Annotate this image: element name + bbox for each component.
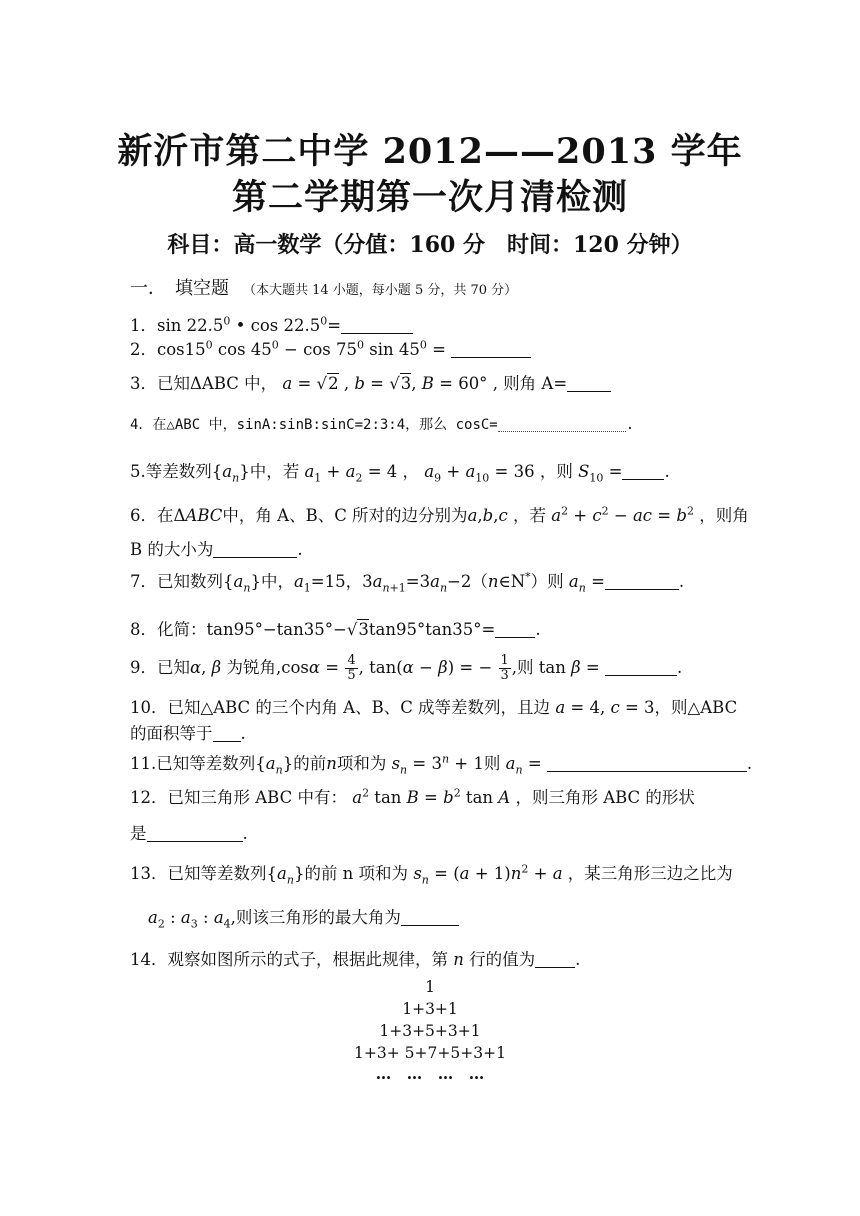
question-11: 11.已知等差数列$\{a_n\}$的前n项和为 $s_n = 3^n + 1$则 $a_n$ = . xyxy=(130,752,753,777)
title-line-1: 新沂市第二中学 2012——2013 学年 xyxy=(117,131,743,172)
question-12: 12．已知三角形 ABC 中有： $a^2$ $\tan B = b^2$ tan A ，则三角形 ABC 的形状 xyxy=(130,786,695,807)
question-10: 10．已知△ABC 的三个内角 A、B、C 成等差数列，且边 a = 4, c = 3，则△ABC xyxy=(130,698,738,717)
triangle-row-3: 1+3+5+3+1 xyxy=(379,1022,481,1040)
question-6: 6．在ΔABC中，角 A、B、C 所对的边分别为a,b,c ，若 $a^2 + c^2$ − ac = $b^2$ ，则角 xyxy=(130,504,749,525)
question-8: 8．化简：tan95°−tan35°−√3tan95°tan35°= . xyxy=(130,620,541,639)
answer-blank[interactable] xyxy=(401,909,459,926)
answer-blank[interactable] xyxy=(622,463,664,480)
answer-blank[interactable] xyxy=(567,375,611,392)
question-4: 4．在△ABC 中，sinA:sinB:sinC=2:3:4，那么 cosC= . xyxy=(130,417,635,433)
question-3: 3．已知ΔABC 中， a = √2 , b = √3, B = 60° , 则角 A= xyxy=(130,370,611,394)
answer-blank[interactable] xyxy=(341,317,413,334)
section-label: 一． 填空题 xyxy=(130,278,229,299)
answer-blank[interactable] xyxy=(605,573,679,590)
question-13-line-2: $a_2$ : $a_3$ : $a_4$,则该三角形的最大角为 xyxy=(148,904,459,930)
section-note: （本大题共 14 小题，每小题 5 分，共 70 分） xyxy=(243,283,518,298)
triangle-row-4: 1+3+ 5+7+5+3+1 xyxy=(354,1044,506,1062)
question-14: 14．观察如图所示的式子，根据此规律，第 n 行的值为 . xyxy=(130,950,581,969)
section-heading xyxy=(130,274,517,300)
question-12-line-2: 是 . xyxy=(130,824,248,843)
triangle-row-2: 1+3+1 xyxy=(402,1000,458,1018)
answer-blank[interactable] xyxy=(451,341,531,358)
answer-blank[interactable] xyxy=(605,659,677,676)
question-6-line-2: B 的大小为 . xyxy=(130,540,303,559)
answer-blank[interactable] xyxy=(213,541,297,558)
answer-blank[interactable] xyxy=(495,621,535,638)
question-13: 13．已知等差数列$\{a_n\}$的前 n 项和为 $s_n = (a + 1)n^2 + a$ ，某三角形三边之比为 xyxy=(130,862,733,887)
answer-blank[interactable] xyxy=(535,951,575,968)
question-9: 9．已知α, β 为锐角,cosα = $\frac{4}{5}$ , tan(α − β) = − $\frac{1}{3}$ ,则 tan β = . xyxy=(130,653,683,683)
triangle-row-5: … … … … xyxy=(375,1064,485,1083)
triangle-row-1: 1 xyxy=(425,978,435,996)
question-10-line-2: 的面积等于 . xyxy=(130,724,246,743)
answer-blank[interactable] xyxy=(147,825,243,842)
answer-blank[interactable] xyxy=(547,755,747,772)
title-line-2: 第二学期第一次月清检测 xyxy=(231,177,628,218)
question-5: 5.等差数列$\{a_n\}$中，若 $a_1 + a_2 = 4$ ， $a_9 + a_{10} = 36$ ，则 $S_{10}$ = . xyxy=(130,462,670,485)
subject-info: 科目：高一数学（分值：160 分 时间：120 分钟） xyxy=(167,232,693,258)
question-7: 7．已知数列$\{a_n\}$中，$a_1=15$，$3a_{n+1}=3a_n-2(n\in N^*)$则 $a_n$ = . xyxy=(130,570,685,595)
answer-blank[interactable] xyxy=(498,415,626,432)
question-2: 2．$\cos 15^0$ $\cos 45^0 - \cos 75^0$ $\sin 45^0$ = xyxy=(130,336,531,360)
question-1: 1．sin 22.5$^0$ • $\cos 22.5^0=$ xyxy=(130,312,413,336)
answer-blank[interactable] xyxy=(213,725,241,742)
